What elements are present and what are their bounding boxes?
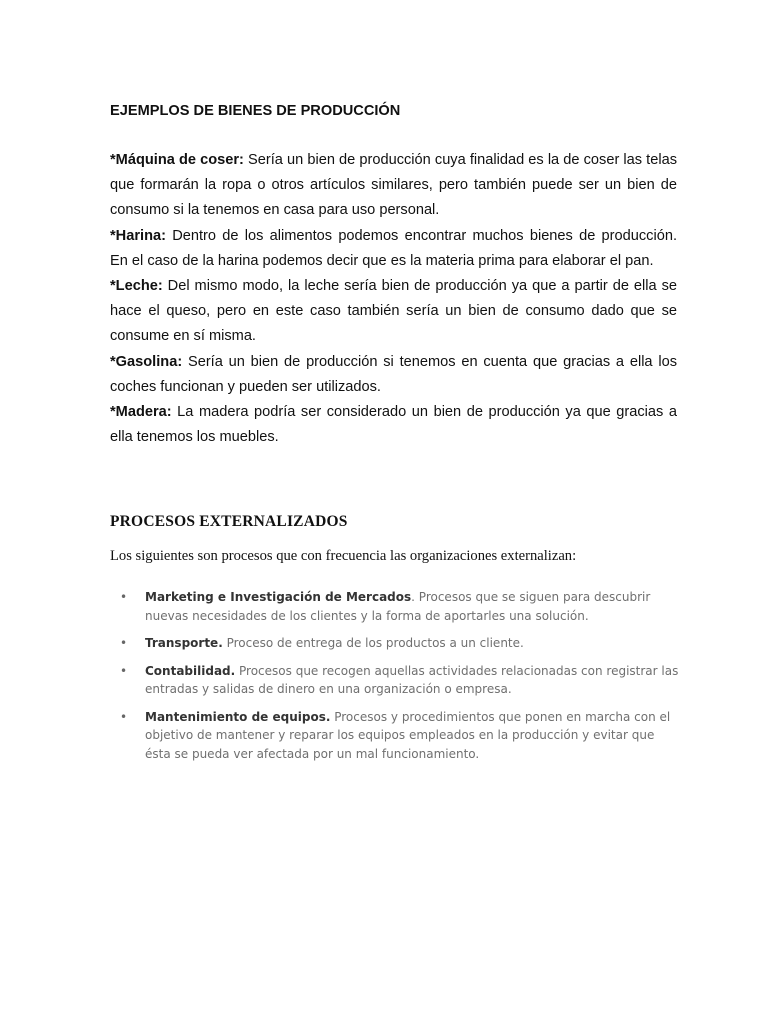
process-description: Procesos y procedimientos que ponen en marcha con el objetivo de mantener y reparar los equipos empleados en la producción y evitar que ésta se pueda ver afectada por un mal funcionamiento. [145,709,671,761]
list-item [120,588,680,625]
example-text: Dentro de los alimentos podemos encontrar muchos bienes de producción. En el caso de la harina podemos decir que es la materia prima para elaborar el pan. [110,227,677,269]
process-description: . Procesos que se siguen para descubrir nuevas necesidades de los clientes y la forma de aportarles una solución. [145,590,651,623]
bullet-icon: • [120,709,128,724]
procesos-list [120,588,680,772]
process-term: Transporte. [145,636,223,650]
example-term: *Madera: [110,404,172,421]
process-term: Mantenimiento de equipos. [145,709,331,724]
procesos-section [110,512,690,566]
process-description: Proceso de entrega de los productos a un cliente. [222,636,524,650]
list-item [120,634,680,653]
process-description: Procesos que recogen aquellas actividades relacionadas con registrar las entradas y salidas de dinero en una organización o empresa. [145,663,679,696]
example-term: *Harina: [110,227,166,244]
bullet-icon: • [120,590,128,604]
bienes-produccion-section [110,99,677,450]
example-text: Del mismo modo, la leche sería bien de producción ya que a partir de ella se hace el queso, pero en este caso también sería un bien de consumo dado que se consume en sí misma. [110,278,677,345]
section-heading: PROCESOS EXTERNALIZADOS [110,513,348,530]
example-item-madera [110,400,677,450]
example-term: *Máquina de coser: [110,152,244,168]
example-text: Sería un bien de producción si tenemos en cuenta que gracias a ella los coches funcionan y pueden ser utilizados. [110,353,677,395]
process-term: Contabilidad. [145,663,236,678]
example-term: *Gasolina: [110,353,183,370]
example-item-maquina [110,148,677,224]
bullet-icon: • [120,636,128,650]
example-text: La madera podría ser considerado un bien de producción ya que gracias a ella tenemos los muebles. [110,404,677,446]
bullet-icon: • [120,663,128,678]
section-intro: Los siguientes son procesos que con frecuencia las organizaciones externalizan: [110,548,577,564]
example-text: Sería un bien de producción cuya finalidad es la de coser las telas que formarán la ropa o otros artículos similares, pero también puede ser un bien de consumo si la tenemos en casa para uso personal. [110,152,678,219]
example-item-leche [110,274,677,350]
list-item [120,708,680,764]
section-heading: EJEMPLOS DE BIENES DE PRODUCCIÓN [110,103,401,119]
example-item-gasolina [110,350,677,400]
list-item [120,662,680,699]
process-term: Marketing e Investigación de Mercados [145,590,412,604]
example-term: *Leche: [110,278,163,295]
example-item-harina [110,224,677,274]
